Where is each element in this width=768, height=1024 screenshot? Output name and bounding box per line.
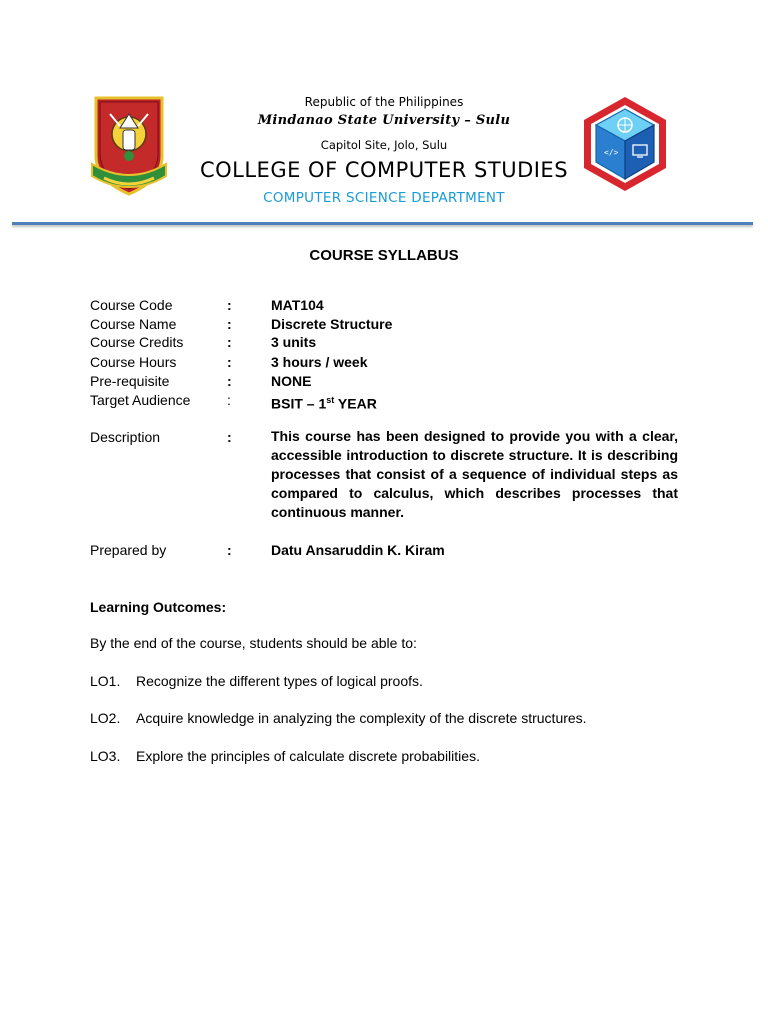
field-label: Course Name [90,316,177,332]
field-value: MAT104 [271,297,324,313]
university-name: Mindanao State University – Sulu [257,113,511,128]
field-label: Target Audience [90,392,191,408]
field-value-superscript: st [326,395,335,405]
outcomes-heading: Learning Outcomes: [90,599,227,615]
field-value: NONE [271,373,312,389]
field-value: 3 units [271,334,317,350]
field-label: Course Credits [90,334,184,350]
svg-text:</>: </> [604,148,619,157]
header-divider [12,222,753,225]
outcomes-intro: By the end of the course, students should be able to: [90,635,417,651]
republic-text: Republic of the Philippines [304,95,464,109]
field-colon: : [227,542,232,558]
description-text: This course has been designed to provide you with a clear, accessible introduction to discrete structure. It is describing processes that consist of a sequence of individual steps as compared to calculus, which describes processes that continuous manner. [271,428,678,520]
field-colon: : [227,334,232,350]
outcome-text: Recognize the different types of logical proofs. [136,673,423,689]
field-label: Description [90,429,161,445]
field-label: Pre-requisite [90,373,170,389]
field-colon: : [227,316,232,332]
field-colon: : [227,354,232,370]
field-value: Datu Ansaruddin K. Kiram [271,542,445,558]
field-colon: : [227,429,232,445]
outcome-number: LO3. [90,748,121,764]
page-title: COURSE SYLLABUS [309,247,459,264]
field-value: Discrete Structure [271,316,393,332]
outcome-number: LO1. [90,673,121,689]
outcome-text: Acquire knowledge in analyzing the complexity of the discrete structures. [136,710,587,726]
field-colon: : [227,373,232,389]
field-value-suffix: YEAR [334,395,377,412]
field-colon: : [227,392,231,408]
campus-location: Capitol Site, Jolo, Sulu [320,138,448,152]
field-label: Course Code [90,297,173,313]
field-label: Course Hours [90,354,177,370]
field-value [271,391,377,413]
department-name: COMPUTER SCIENCE DEPARTMENT [263,190,505,206]
college-name: COLLEGE OF COMPUTER STUDIES [199,158,569,182]
outcome-text: Explore the principles of calculate discrete probabilities. [136,748,480,764]
field-value-prefix: BSIT – 1 [271,395,327,412]
outcome-number: LO2. [90,710,121,726]
field-value: 3 hours / week [271,354,368,370]
field-label: Prepared by [90,542,167,558]
field-colon: : [227,297,232,313]
